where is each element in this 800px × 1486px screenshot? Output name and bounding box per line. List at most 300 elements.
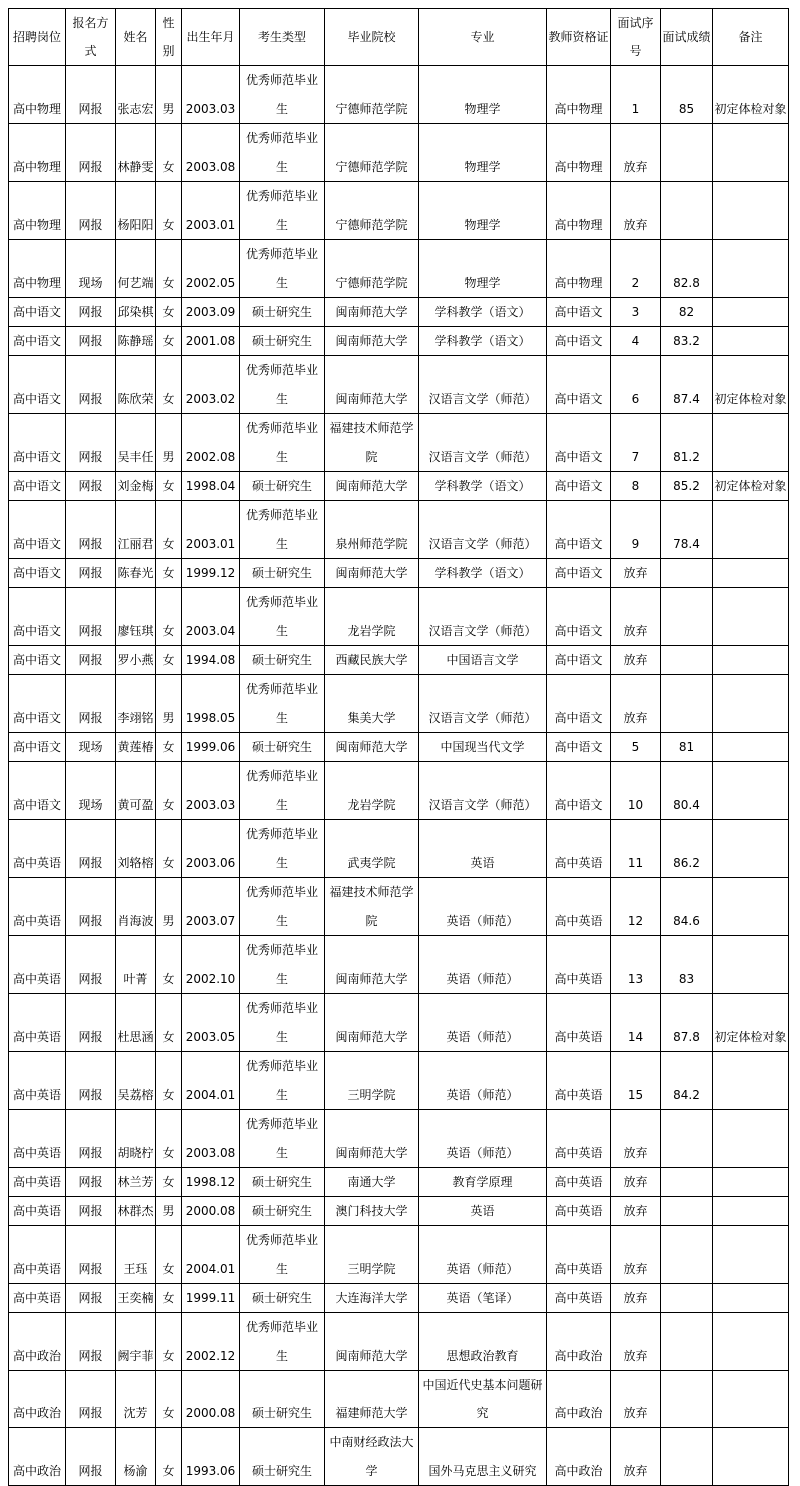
cell-seq: 放弃 (611, 1110, 661, 1168)
cell-name: 林群杰 (116, 1197, 156, 1226)
cell-post: 高中语文 (9, 733, 66, 762)
cell-post: 高中语文 (9, 414, 66, 472)
cell-cert: 高中语文 (547, 646, 611, 675)
table-row (9, 501, 789, 559)
cell-note (713, 733, 789, 762)
cell-seq: 放弃 (611, 1226, 661, 1284)
cell-birth: 1994.08 (182, 646, 240, 675)
cell-type: 优秀师范毕业生 (240, 414, 325, 472)
table-row (9, 240, 789, 298)
cell-note (713, 588, 789, 646)
cell-type: 优秀师范毕业生 (240, 356, 325, 414)
cell-seq: 放弃 (611, 124, 661, 182)
cell-method: 网报 (66, 1428, 116, 1486)
cell-note (713, 878, 789, 936)
cell-note (713, 1371, 789, 1428)
cell-cert: 高中英语 (547, 878, 611, 936)
cell-gender: 女 (156, 240, 182, 298)
cell-post: 高中英语 (9, 1226, 66, 1284)
cell-post: 高中语文 (9, 298, 66, 327)
cell-school: 南通大学 (325, 1168, 419, 1197)
cell-gender: 女 (156, 936, 182, 994)
cell-name: 陈欣荣 (116, 356, 156, 414)
cell-birth: 2003.08 (182, 124, 240, 182)
cell-cert: 高中语文 (547, 472, 611, 501)
gender-header: 性别 (156, 9, 182, 66)
cell-gender: 女 (156, 182, 182, 240)
cell-cert: 高中物理 (547, 182, 611, 240)
cell-post: 高中政治 (9, 1371, 66, 1428)
cell-type: 硕士研究生 (240, 646, 325, 675)
cell-method: 网报 (66, 820, 116, 878)
cell-gender: 女 (156, 124, 182, 182)
cell-note (713, 1168, 789, 1197)
cell-birth: 1999.06 (182, 733, 240, 762)
cell-gender: 女 (156, 1226, 182, 1284)
cell-gender: 女 (156, 501, 182, 559)
cert-header: 教师资格证 (547, 9, 611, 66)
cell-birth: 1993.06 (182, 1428, 240, 1486)
cell-major: 英语（师范） (419, 994, 547, 1052)
cell-post: 高中物理 (9, 182, 66, 240)
cell-method: 网报 (66, 936, 116, 994)
cell-name: 江丽君 (116, 501, 156, 559)
cell-seq: 放弃 (611, 1313, 661, 1371)
birth-header: 出生年月 (182, 9, 240, 66)
note-header: 备注 (713, 9, 789, 66)
cell-major: 汉语言文学（师范） (419, 588, 547, 646)
header-row (9, 9, 789, 66)
cell-cert: 高中语文 (547, 675, 611, 733)
cell-birth: 1998.04 (182, 472, 240, 501)
cell-cert: 高中英语 (547, 994, 611, 1052)
cell-post: 高中英语 (9, 936, 66, 994)
cell-note (713, 1226, 789, 1284)
cell-school: 闽南师范大学 (325, 936, 419, 994)
cell-major: 物理学 (419, 240, 547, 298)
cell-post: 高中物理 (9, 240, 66, 298)
cell-birth: 1998.05 (182, 675, 240, 733)
cell-post: 高中英语 (9, 878, 66, 936)
cell-post: 高中英语 (9, 1110, 66, 1168)
cell-type: 优秀师范毕业生 (240, 878, 325, 936)
cell-score (661, 588, 713, 646)
cell-post: 高中英语 (9, 1168, 66, 1197)
cell-post: 高中政治 (9, 1313, 66, 1371)
cell-method: 网报 (66, 472, 116, 501)
cell-gender: 女 (156, 356, 182, 414)
cell-note (713, 1197, 789, 1226)
cell-major: 学科教学（语文） (419, 327, 547, 356)
table-row (9, 327, 789, 356)
cell-post: 高中英语 (9, 1284, 66, 1313)
cell-birth: 2003.04 (182, 588, 240, 646)
cell-cert: 高中英语 (547, 1110, 611, 1168)
cell-type: 硕士研究生 (240, 1371, 325, 1428)
cell-post: 高中英语 (9, 820, 66, 878)
cell-score: 81 (661, 733, 713, 762)
cell-type: 硕士研究生 (240, 1197, 325, 1226)
cell-type: 优秀师范毕业生 (240, 1110, 325, 1168)
cell-major: 英语（师范） (419, 1052, 547, 1110)
cell-cert: 高中语文 (547, 733, 611, 762)
cell-post: 高中物理 (9, 66, 66, 124)
table-row (9, 356, 789, 414)
cell-note (713, 182, 789, 240)
cell-birth: 2003.05 (182, 994, 240, 1052)
cell-major: 学科教学（语文） (419, 472, 547, 501)
cell-birth: 2001.08 (182, 327, 240, 356)
cell-major: 教育学原理 (419, 1168, 547, 1197)
cell-name: 廖钰琪 (116, 588, 156, 646)
cell-gender: 女 (156, 1371, 182, 1428)
cell-method: 现场 (66, 240, 116, 298)
cell-major: 汉语言文学（师范） (419, 675, 547, 733)
cell-birth: 2002.12 (182, 1313, 240, 1371)
cell-type: 硕士研究生 (240, 1284, 325, 1313)
cell-score: 83.2 (661, 327, 713, 356)
cell-name: 何艺端 (116, 240, 156, 298)
cell-post: 高中语文 (9, 588, 66, 646)
cell-gender: 男 (156, 675, 182, 733)
cell-cert: 高中英语 (547, 1052, 611, 1110)
table-row (9, 733, 789, 762)
cell-name: 王奕楠 (116, 1284, 156, 1313)
table-row (9, 414, 789, 472)
cell-type: 优秀师范毕业生 (240, 994, 325, 1052)
cell-score: 82.8 (661, 240, 713, 298)
cell-seq: 10 (611, 762, 661, 820)
cell-cert: 高中语文 (547, 327, 611, 356)
cell-name: 林兰芳 (116, 1168, 156, 1197)
cell-cert: 高中英语 (547, 1226, 611, 1284)
cell-school: 闽南师范大学 (325, 559, 419, 588)
cell-seq: 放弃 (611, 1168, 661, 1197)
cell-method: 网报 (66, 298, 116, 327)
table-row (9, 66, 789, 124)
cell-major: 中国现当代文学 (419, 733, 547, 762)
cell-birth: 2000.08 (182, 1197, 240, 1226)
table-row (9, 1313, 789, 1371)
cell-school: 福建技术师范学院 (325, 414, 419, 472)
table-row (9, 878, 789, 936)
cell-school: 大连海洋大学 (325, 1284, 419, 1313)
cell-major: 英语 (419, 820, 547, 878)
cell-type: 优秀师范毕业生 (240, 1313, 325, 1371)
cell-major: 中国近代史基本问题研究 (419, 1371, 547, 1428)
cell-post: 高中语文 (9, 559, 66, 588)
cell-school: 宁德师范学院 (325, 124, 419, 182)
score-header: 面试成绩 (661, 9, 713, 66)
cell-score (661, 559, 713, 588)
cell-gender: 女 (156, 994, 182, 1052)
cell-score (661, 1371, 713, 1428)
cell-seq: 1 (611, 66, 661, 124)
cell-type: 优秀师范毕业生 (240, 66, 325, 124)
cell-seq: 放弃 (611, 1371, 661, 1428)
cell-major: 物理学 (419, 66, 547, 124)
cell-gender: 女 (156, 646, 182, 675)
cell-cert: 高中物理 (547, 124, 611, 182)
seq-header: 面试序号 (611, 9, 661, 66)
cell-major: 英语（笔译） (419, 1284, 547, 1313)
cell-method: 网报 (66, 559, 116, 588)
cell-note: 初定体检对象 (713, 66, 789, 124)
cell-score: 82 (661, 298, 713, 327)
cell-method: 网报 (66, 994, 116, 1052)
cell-school: 闽南师范大学 (325, 298, 419, 327)
cell-score: 81.2 (661, 414, 713, 472)
table-row (9, 298, 789, 327)
table-row (9, 675, 789, 733)
cell-cert: 高中政治 (547, 1313, 611, 1371)
cell-gender: 女 (156, 1168, 182, 1197)
cell-gender: 女 (156, 1284, 182, 1313)
results-sheet (8, 8, 789, 1486)
cell-cert: 高中物理 (547, 66, 611, 124)
table-row (9, 994, 789, 1052)
cell-name: 阙宇菲 (116, 1313, 156, 1371)
cell-post: 高中政治 (9, 1428, 66, 1486)
cell-name: 刘金梅 (116, 472, 156, 501)
table-row (9, 936, 789, 994)
cell-score (661, 1313, 713, 1371)
cell-cert: 高中语文 (547, 762, 611, 820)
cell-score: 86.2 (661, 820, 713, 878)
cell-birth: 2002.10 (182, 936, 240, 994)
cell-note (713, 501, 789, 559)
cell-method: 网报 (66, 501, 116, 559)
cell-birth: 2003.01 (182, 501, 240, 559)
name-header: 姓名 (116, 9, 156, 66)
cell-note (713, 646, 789, 675)
table-row (9, 1428, 789, 1486)
post-header: 招聘岗位 (9, 9, 66, 66)
cell-seq: 放弃 (611, 588, 661, 646)
cell-type: 优秀师范毕业生 (240, 675, 325, 733)
cell-note (713, 327, 789, 356)
cell-name: 张志宏 (116, 66, 156, 124)
cell-name: 杨渝 (116, 1428, 156, 1486)
table-row (9, 559, 789, 588)
cell-cert: 高中语文 (547, 501, 611, 559)
cell-score: 80.4 (661, 762, 713, 820)
cell-school: 三明学院 (325, 1226, 419, 1284)
cell-major: 英语（师范） (419, 878, 547, 936)
cell-seq: 5 (611, 733, 661, 762)
cell-cert: 高中政治 (547, 1371, 611, 1428)
cell-major: 汉语言文学（师范） (419, 356, 547, 414)
cell-seq: 放弃 (611, 182, 661, 240)
cell-cert: 高中政治 (547, 1428, 611, 1486)
cell-post: 高中语文 (9, 472, 66, 501)
cell-cert: 高中英语 (547, 1284, 611, 1313)
cell-method: 网报 (66, 1052, 116, 1110)
cell-type: 优秀师范毕业生 (240, 820, 325, 878)
cell-type: 优秀师范毕业生 (240, 501, 325, 559)
cell-method: 网报 (66, 588, 116, 646)
cell-post: 高中英语 (9, 1197, 66, 1226)
cell-birth: 2003.02 (182, 356, 240, 414)
type-header: 考生类型 (240, 9, 325, 66)
cell-type: 优秀师范毕业生 (240, 588, 325, 646)
cell-gender: 男 (156, 878, 182, 936)
cell-school: 闽南师范大学 (325, 733, 419, 762)
cell-gender: 男 (156, 66, 182, 124)
cell-birth: 1999.12 (182, 559, 240, 588)
cell-seq: 13 (611, 936, 661, 994)
cell-name: 黄莲椿 (116, 733, 156, 762)
cell-major: 物理学 (419, 182, 547, 240)
cell-name: 杨阳阳 (116, 182, 156, 240)
cell-note (713, 240, 789, 298)
cell-school: 宁德师范学院 (325, 182, 419, 240)
cell-note (713, 762, 789, 820)
cell-gender: 女 (156, 327, 182, 356)
cell-score (661, 182, 713, 240)
cell-name: 吴荔榕 (116, 1052, 156, 1110)
cell-post: 高中语文 (9, 356, 66, 414)
cell-type: 硕士研究生 (240, 472, 325, 501)
cell-score: 85 (661, 66, 713, 124)
cell-gender: 女 (156, 1313, 182, 1371)
cell-score (661, 1110, 713, 1168)
cell-method: 网报 (66, 646, 116, 675)
cell-post: 高中英语 (9, 1052, 66, 1110)
cell-post: 高中语文 (9, 327, 66, 356)
table-row (9, 472, 789, 501)
cell-score: 85.2 (661, 472, 713, 501)
cell-seq: 12 (611, 878, 661, 936)
table-row (9, 1371, 789, 1428)
cell-birth: 2003.03 (182, 762, 240, 820)
cell-seq: 15 (611, 1052, 661, 1110)
cell-birth: 2003.03 (182, 66, 240, 124)
cell-major: 英语（师范） (419, 1226, 547, 1284)
cell-note (713, 1110, 789, 1168)
table-row (9, 124, 789, 182)
cell-note (713, 559, 789, 588)
cell-type: 优秀师范毕业生 (240, 182, 325, 240)
cell-method: 网报 (66, 356, 116, 414)
table-row (9, 1226, 789, 1284)
cell-name: 杜思涵 (116, 994, 156, 1052)
cell-method: 现场 (66, 733, 116, 762)
cell-school: 集美大学 (325, 675, 419, 733)
cell-gender: 女 (156, 298, 182, 327)
cell-note (713, 124, 789, 182)
cell-gender: 女 (156, 820, 182, 878)
cell-post: 高中英语 (9, 994, 66, 1052)
cell-cert: 高中语文 (547, 414, 611, 472)
cell-school: 宁德师范学院 (325, 240, 419, 298)
table-row (9, 646, 789, 675)
cell-name: 陈春光 (116, 559, 156, 588)
cell-type: 硕士研究生 (240, 298, 325, 327)
cell-seq: 放弃 (611, 675, 661, 733)
cell-name: 林静雯 (116, 124, 156, 182)
cell-note: 初定体检对象 (713, 994, 789, 1052)
cell-seq: 14 (611, 994, 661, 1052)
cell-type: 优秀师范毕业生 (240, 124, 325, 182)
cell-gender: 女 (156, 472, 182, 501)
cell-score (661, 1428, 713, 1486)
cell-name: 罗小燕 (116, 646, 156, 675)
cell-school: 闽南师范大学 (325, 356, 419, 414)
cell-school: 福建技术师范学院 (325, 878, 419, 936)
cell-major: 汉语言文学（师范） (419, 501, 547, 559)
cell-method: 网报 (66, 878, 116, 936)
cell-type: 硕士研究生 (240, 559, 325, 588)
cell-score (661, 1168, 713, 1197)
cell-post: 高中物理 (9, 124, 66, 182)
cell-school: 中南财经政法大学 (325, 1428, 419, 1486)
cell-name: 吴丰任 (116, 414, 156, 472)
cell-birth: 2003.01 (182, 182, 240, 240)
cell-cert: 高中英语 (547, 1197, 611, 1226)
major-header: 专业 (419, 9, 547, 66)
cell-note (713, 1284, 789, 1313)
cell-gender: 女 (156, 733, 182, 762)
cell-school: 龙岩学院 (325, 762, 419, 820)
cell-score: 84.2 (661, 1052, 713, 1110)
cell-type: 优秀师范毕业生 (240, 1052, 325, 1110)
cell-score (661, 1197, 713, 1226)
cell-birth: 1999.11 (182, 1284, 240, 1313)
cell-gender: 女 (156, 1052, 182, 1110)
table-row (9, 1197, 789, 1226)
cell-name: 肖海波 (116, 878, 156, 936)
cell-cert: 高中语文 (547, 298, 611, 327)
cell-method: 网报 (66, 124, 116, 182)
cell-gender: 女 (156, 588, 182, 646)
cell-method: 网报 (66, 1110, 116, 1168)
cell-score (661, 1226, 713, 1284)
table-body (9, 66, 789, 1486)
cell-note (713, 414, 789, 472)
cell-birth: 2003.08 (182, 1110, 240, 1168)
cell-type: 硕士研究生 (240, 327, 325, 356)
cell-birth: 2003.09 (182, 298, 240, 327)
cell-name: 黄可盈 (116, 762, 156, 820)
cell-type: 硕士研究生 (240, 733, 325, 762)
table-row (9, 182, 789, 240)
cell-type: 优秀师范毕业生 (240, 936, 325, 994)
cell-birth: 2003.07 (182, 878, 240, 936)
cell-cert: 高中语文 (547, 559, 611, 588)
cell-school: 闽南师范大学 (325, 1313, 419, 1371)
cell-post: 高中语文 (9, 762, 66, 820)
cell-birth: 2002.08 (182, 414, 240, 472)
cell-school: 闽南师范大学 (325, 327, 419, 356)
table-row (9, 588, 789, 646)
cell-method: 网报 (66, 1168, 116, 1197)
cell-note (713, 675, 789, 733)
cell-school: 宁德师范学院 (325, 66, 419, 124)
cell-type: 硕士研究生 (240, 1428, 325, 1486)
cell-cert: 高中英语 (547, 820, 611, 878)
cell-gender: 男 (156, 1197, 182, 1226)
cell-note (713, 1313, 789, 1371)
cell-method: 现场 (66, 762, 116, 820)
cell-name: 邱染棋 (116, 298, 156, 327)
cell-note (713, 1428, 789, 1486)
cell-method: 网报 (66, 1226, 116, 1284)
cell-major: 英语 (419, 1197, 547, 1226)
table-row (9, 820, 789, 878)
cell-method: 网报 (66, 414, 116, 472)
cell-gender: 女 (156, 762, 182, 820)
